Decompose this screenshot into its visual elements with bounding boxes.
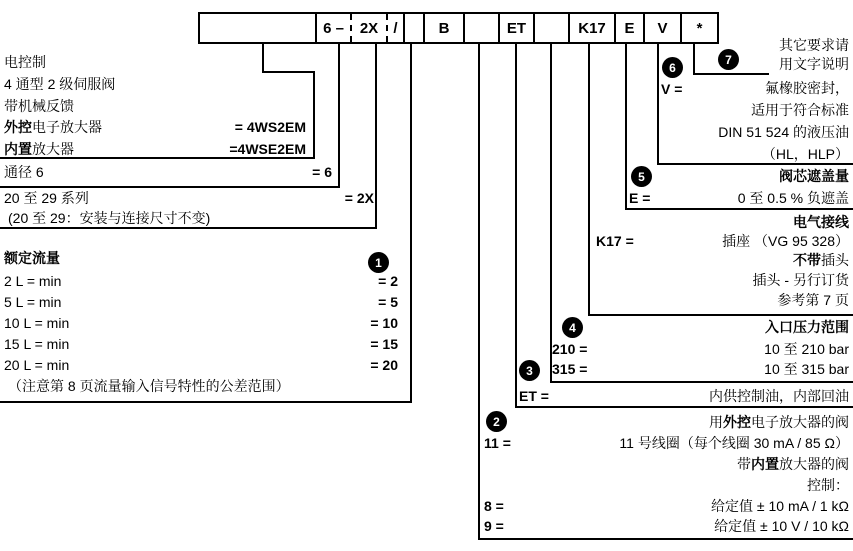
connector-line bbox=[550, 42, 552, 383]
badge-6: 6 bbox=[662, 57, 683, 78]
code-cell-e: E bbox=[614, 14, 643, 42]
pressure-title: 入口压力范围 bbox=[765, 319, 849, 335]
seals-code: V = bbox=[661, 81, 683, 97]
badge-1: 1 bbox=[368, 252, 389, 273]
seals-line: 氟橡胶密封， bbox=[765, 80, 849, 96]
code-cell-v: V bbox=[643, 14, 680, 42]
coil-title-post: 电子放大器的阀 bbox=[751, 414, 849, 430]
connector-line bbox=[515, 42, 517, 408]
connector-line bbox=[0, 401, 412, 403]
flow-code: = 15 bbox=[370, 336, 398, 352]
connector-line bbox=[478, 42, 480, 540]
connector-line bbox=[515, 406, 853, 408]
flow-row bbox=[4, 336, 398, 352]
flow-label: 20 L = min bbox=[4, 357, 70, 373]
pressure-desc: 10 至 315 bar bbox=[764, 361, 849, 377]
pressure-code: 315 = bbox=[552, 361, 588, 377]
code-cell-slash: / bbox=[386, 14, 403, 42]
connector-line bbox=[0, 186, 340, 188]
overlap-title: 阀芯遮盖量 bbox=[779, 168, 849, 184]
badge-4: 4 bbox=[562, 317, 583, 338]
flow-row bbox=[4, 315, 398, 331]
amplifier-code: =4WSE2EM bbox=[229, 141, 306, 157]
badge-3: 3 bbox=[519, 360, 540, 381]
coil-title-bold: 内置 bbox=[751, 456, 779, 472]
connector-line bbox=[0, 157, 315, 159]
connector-line bbox=[262, 71, 315, 73]
connector-line bbox=[410, 42, 412, 403]
code-cell-size: 6 – bbox=[315, 14, 350, 42]
coil-title-pre: 带 bbox=[737, 456, 751, 472]
seals-line: （HL，HLP） bbox=[761, 146, 849, 162]
pilot-code: ET = bbox=[519, 388, 549, 404]
other-requirements-line: 用文字说明 bbox=[779, 56, 849, 72]
coil-title-bold: 外控 bbox=[723, 414, 751, 430]
connector-line bbox=[478, 538, 853, 540]
flow-code: = 20 bbox=[370, 357, 398, 373]
other-requirements-line: 其它要求请 bbox=[779, 37, 849, 53]
coil-title-external bbox=[709, 414, 849, 430]
badge-2: 2 bbox=[486, 411, 507, 432]
intro-line: 4 通型 2 级伺服阀 bbox=[4, 76, 116, 92]
flow-code: = 10 bbox=[370, 315, 398, 331]
series-code: = 2X bbox=[344, 190, 374, 206]
ordering-code-box bbox=[198, 12, 719, 44]
coil-desc: 11 号线圈（每个线圈 30 mA / 85 Ω） bbox=[619, 435, 849, 451]
amplifier-row-integrated bbox=[4, 141, 306, 157]
flow-label: 15 L = min bbox=[4, 336, 70, 352]
electrical-line: 插头 - 另行订货 bbox=[752, 272, 849, 288]
code-cell-model bbox=[200, 14, 315, 42]
amplifier-row-external bbox=[4, 119, 306, 135]
coil-title-pre: 用 bbox=[709, 414, 723, 430]
badge-7: 7 bbox=[718, 49, 739, 70]
coil-control-label: 控制： bbox=[807, 477, 849, 493]
flow-label: 2 L = min bbox=[4, 273, 62, 289]
badge-5: 5 bbox=[631, 166, 652, 187]
amplifier-label: 放大器 bbox=[32, 141, 74, 157]
size-code: = 6 bbox=[312, 164, 332, 180]
code-cell-pressure bbox=[533, 14, 568, 42]
size-row bbox=[4, 164, 332, 180]
amplifier-label-bold: 外控 bbox=[4, 119, 32, 135]
series-label: 20 至 29 系列 bbox=[4, 190, 89, 206]
series-row bbox=[4, 190, 374, 206]
flow-row bbox=[4, 357, 398, 373]
connector-line bbox=[588, 314, 853, 316]
pilot-desc: 内供控制油，内部回油 bbox=[709, 388, 849, 404]
code-cell-k17: K17 bbox=[568, 14, 614, 42]
connector-line bbox=[338, 42, 340, 188]
coil-desc: 给定值 ± 10 V / 10 kΩ bbox=[714, 518, 849, 534]
seals-line: 适用于符合标准 bbox=[751, 102, 849, 118]
coil-code: 9 = bbox=[484, 518, 504, 534]
code-cell-coil bbox=[463, 14, 498, 42]
electrical-no-plug-rest: 插头 bbox=[821, 252, 849, 268]
connector-line bbox=[625, 42, 627, 210]
electrical-code: K17 = bbox=[596, 233, 634, 249]
amplifier-label-bold: 内置 bbox=[4, 141, 32, 157]
connector-line bbox=[657, 42, 659, 165]
amplifier-code: = 4WS2EM bbox=[234, 119, 306, 135]
pressure-code: 210 = bbox=[552, 341, 588, 357]
intro-line: 带机械反馈 bbox=[4, 98, 74, 114]
flow-note: （注意第 8 页流量输入信号特性的公差范围） bbox=[8, 378, 290, 394]
connector-line bbox=[0, 227, 377, 229]
flow-code: = 2 bbox=[378, 273, 398, 289]
code-cell-flow bbox=[403, 14, 423, 42]
connector-line bbox=[375, 42, 377, 229]
overlap-code: E = bbox=[629, 190, 651, 206]
flow-title: 额定流量 bbox=[4, 250, 60, 266]
coil-code: 8 = bbox=[484, 498, 504, 514]
electrical-no-plug-bold: 不带 bbox=[793, 252, 821, 268]
flow-code: = 5 bbox=[378, 294, 398, 310]
code-cell-et: ET bbox=[498, 14, 533, 42]
amplifier-label: 电子放大器 bbox=[32, 119, 102, 135]
connector-line bbox=[588, 42, 590, 316]
flow-label: 5 L = min bbox=[4, 294, 62, 310]
electrical-title: 电气接线 bbox=[793, 214, 849, 230]
electrical-desc: 插座 （VG 95 328） bbox=[722, 233, 849, 249]
coil-title-integrated bbox=[737, 456, 849, 472]
code-cell-star: * bbox=[680, 14, 717, 42]
coil-code: 11 = bbox=[484, 435, 511, 451]
seals-line: DIN 51 524 的液压油 bbox=[718, 124, 849, 140]
intro-line: 电控制 bbox=[4, 54, 46, 70]
size-label: 通径 6 bbox=[4, 164, 44, 180]
connector-line bbox=[693, 73, 769, 75]
connector-line bbox=[313, 71, 315, 159]
connector-line bbox=[657, 163, 853, 165]
connector-line bbox=[262, 42, 264, 73]
pressure-desc: 10 至 210 bar bbox=[764, 341, 849, 357]
electrical-no-plug bbox=[793, 252, 849, 268]
electrical-line: 参考第 7 页 bbox=[777, 292, 849, 308]
overlap-desc: 0 至 0.5 % 负遮盖 bbox=[737, 190, 849, 206]
code-cell-series: 2X bbox=[350, 14, 386, 42]
connector-line bbox=[625, 208, 853, 210]
flow-row bbox=[4, 294, 398, 310]
coil-desc: 给定值 ± 10 mA / 1 kΩ bbox=[711, 498, 849, 514]
flow-label: 10 L = min bbox=[4, 315, 70, 331]
connector-line bbox=[693, 42, 695, 75]
series-note: (20 至 29：安装与连接尺寸不变) bbox=[8, 210, 211, 226]
connector-line bbox=[550, 381, 853, 383]
flow-row bbox=[4, 273, 398, 289]
coil-title-post: 放大器的阀 bbox=[779, 456, 849, 472]
code-cell-b: B bbox=[423, 14, 463, 42]
